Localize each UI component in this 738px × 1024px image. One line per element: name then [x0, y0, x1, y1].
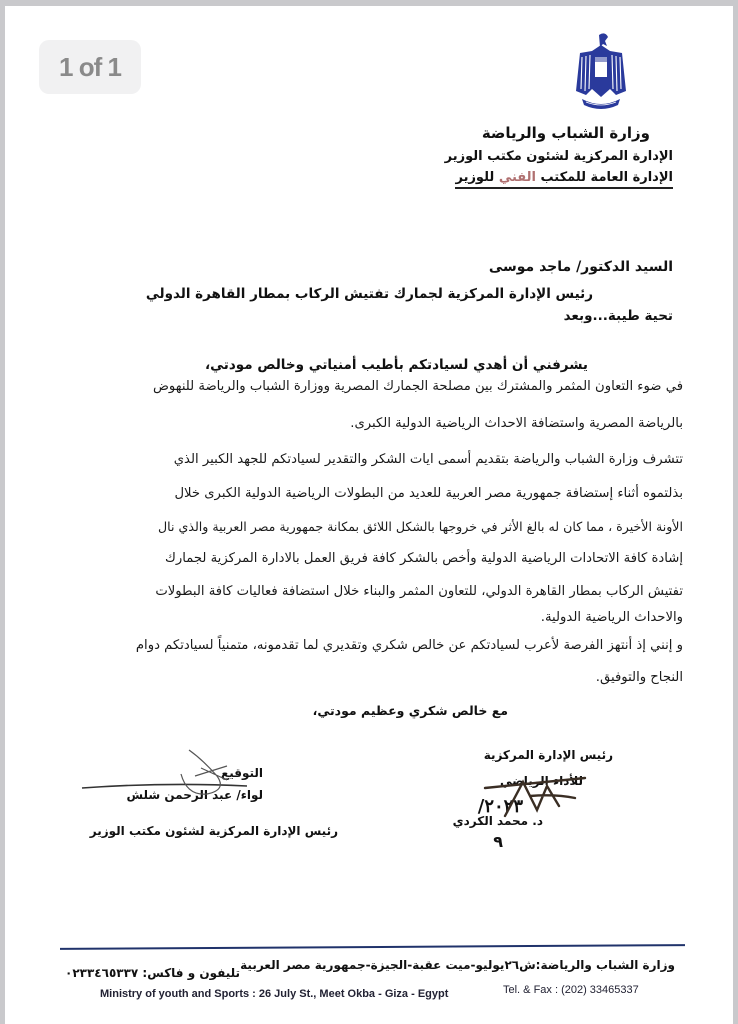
left-signatory-title: رئيس الإدارة المركزية لشئون مكتب الوزير	[89, 824, 338, 838]
right-signatory-name: د. محمد الكردي	[452, 814, 543, 828]
body-line: والاحداث الرياضية الدولية.	[540, 610, 683, 625]
body-line: النجاح والتوفيق.	[595, 670, 683, 685]
central-administration: الإدارة المركزية لشئون مكتب الوزير	[444, 149, 673, 164]
left-signatory-name: لواء/ عبد الرحمن شلش	[126, 788, 263, 802]
general-admin-suffix: للوزير	[455, 170, 495, 185]
body-line: و إنني إذ أنتهز الفرصة لأعرب لسيادتكم عن خالص شكري وتقديري لما تقدمونه، متمنياً لسيادتكم دوام	[135, 638, 683, 653]
general-administration	[455, 170, 673, 189]
greeting: تحية طيبة...وبعد	[563, 308, 673, 324]
signature-label: التوقيع	[221, 766, 263, 780]
right-signatory-subtitle: للأداء الرياضي	[499, 774, 583, 788]
ministry-name: وزارة الشباب والرياضة	[481, 124, 650, 142]
egypt-eagle-emblem-icon	[572, 31, 630, 113]
body-line: تفتيش الركاب بمطار القاهرة الدولي، للتعاون المثمر والبناء خلال استضافة فعاليات كافة البطولات	[155, 584, 683, 599]
handwritten-date: ٢٠٢٣/	[477, 796, 523, 817]
addressee-title: رئيس الإدارة المركزية لجمارك تفتيش الركاب بمطار القاهرة الدولي	[145, 286, 593, 302]
footer-address-en: Ministry of youth and Sports : 26 July St., Meet Okba - Giza - Egypt	[100, 988, 449, 1000]
general-admin-prefix: الإدارة العامة للمكتب	[540, 170, 673, 185]
left-signature-scribble	[77, 746, 267, 806]
body-line: الأونة الأخيرة ، مما كان له بالغ الأثر في خروجها بالشكل اللائق بمكانة جمهورية مصر العربية والذي نال	[158, 519, 683, 534]
footer-phone-ar: تليفون و فاكس: ٠٢٣٣٤٦٥٣٣٧	[65, 966, 241, 980]
body-line: في ضوء التعاون المثمر والمشترك بين مصلحة الجمارك المصرية ووزارة الشباب والرياضة للنهوض	[152, 379, 683, 394]
addressee-name: السيد الدكتور/ ماجد موسى	[488, 259, 673, 275]
footer-phone-en: Tel. & Fax : (202) 33465337	[503, 984, 639, 996]
opening-line: يشرفني أن أهدي لسيادتكم بأطيب أمنياتي وخالص مودتي،	[205, 357, 588, 373]
footer-address-ar: وزارة الشباب والرياضة:ش٢٦يوليو-ميت عقبة-الجيزة-جمهورية مصر العربية	[240, 958, 675, 972]
page-indicator: 1 of 1	[39, 40, 141, 94]
handwritten-mark: ٩	[493, 832, 503, 851]
body-line: بالرياضة المصرية واستضافة الاحداث الرياضية الدولية الكبرى.	[350, 416, 683, 431]
footer-divider	[60, 944, 685, 950]
general-admin-tech: الفني	[498, 170, 536, 185]
document-page	[5, 6, 733, 1024]
right-signature-scribble	[475, 766, 605, 826]
body-line: بذلتموه أثناء إستضافة جمهورية مصر العربية للعديد من البطولات الرياضية الدولية الكبرى خلال	[174, 486, 683, 501]
right-signatory-title: رئيس الإدارة المركزية	[483, 748, 613, 762]
body-line: تتشرف وزارة الشباب والرياضة بتقديم أسمى ايات الشكر والتقدير لسيادتكم للجهد الكبير الذي	[173, 452, 683, 467]
closing-line: مع خالص شكري وعظيم مودتي،	[312, 703, 508, 718]
body-line: إشادة كافة الاتحادات الرياضية الدولية وأخص بالشكر كافة فريق العمل بالادارة المركزية لجمارك	[164, 551, 683, 566]
